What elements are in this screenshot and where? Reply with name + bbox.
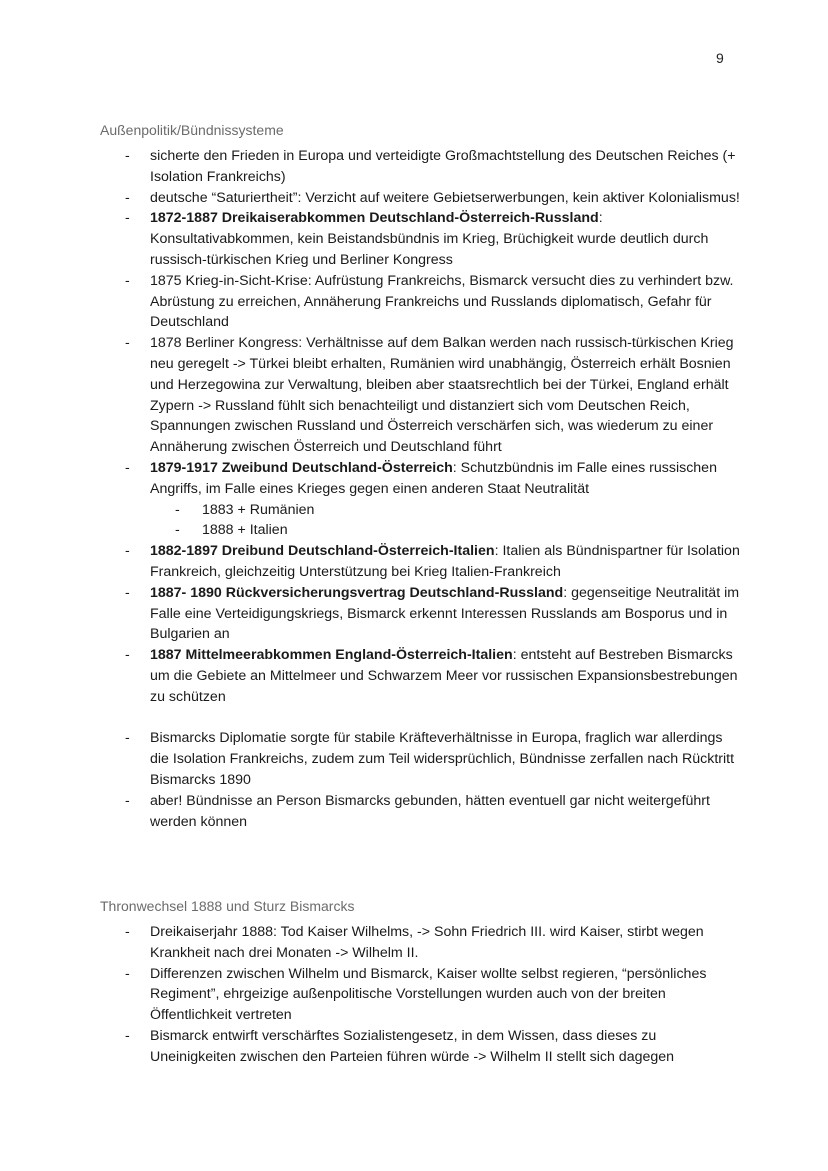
list-item: - 1887- 1890 Rückversicherungsvertrag Deutschland-Russland: gegenseitige Neutralität im Falle eine Verteidigungskriegs, Bismarck erkennt Interessen Russlands am Bosporus und in Bulgarien an [100,583,740,645]
list-item: - Bismarcks Diplomatie sorgte für stabile Kräfteverhältnisse in Europa, fraglich war allerdings die Isolation Frankreichs, zudem zum Teil widersprüchlich, Bündnisse zerfallen nach Rücktritt Bismarcks 1890 [100,728,740,790]
bold-term: 1879-1917 Zweibund Deutschland-Österreich [150,459,453,476]
bullet-list [100,728,740,832]
list-item: - Differenzen zwischen Wilhelm und Bismarck, Kaiser wollte selbst regieren, “persönliches Regiment”, ehrgeizige außenpolitische Vorstellungen wurden auch von der breiten Öffentlichkeit vertreten [100,964,740,1026]
list-item: - 1875 Krieg-in-Sicht-Krise: Aufrüstung Frankreichs, Bismarck versucht dies zu verhindert bzw. Abrüstung zu erreichen, Annäherung Frankreichs und Russlands diplomatisch, Gefahr für Deutschland [100,271,740,333]
list-item: - 1887 Mittelmeerabkommen England-Österreich-Italien: entsteht auf Bestreben Bismarcks um die Gebiete an Mittelmeer und Schwarzem Meer vor russischen Expansionsbestrebungen zu schützen [100,645,740,707]
bold-term: 1882-1897 Dreibund Deutschland-Österreich-Italien [150,543,495,560]
list-item: - 1882-1897 Dreibund Deutschland-Österreich-Italien: Italien als Bündnispartner für Isolation Frankreich, gleichzeitig Unterstützung bei Krieg Italien-Frankreich [100,541,740,583]
section-thronwechsel [100,896,740,1068]
bullet-list [100,146,740,708]
list-item: - Bismarck entwirft verschärftes Sozialistengesetz, in dem Wissen, dass dieses zu Uneinigkeiten zwischen den Parteien führen würde -> Wilhelm II stellt sich dagegen [100,1026,740,1068]
sub-list-item: - 1888 + Italien [150,520,740,541]
list-item: - 1878 Berliner Kongress: Verhältnisse auf dem Balkan werden nach russisch-türkischen Krieg neu geregelt -> Türkei bleibt erhalten, Rumänien wird unabhängig, Österreich erhält Bosnien und Herzegowina zur Verwaltung, bleiben aber staatsrechtlich bei der Türkei, England erhält Zypern -> Russland fühlt sich benachteiligt und distanziert sich vom Deutschen Reich, Spannungen zwischen Russland und Österreich verschärfen sich, was wiederum zu einer Annäherung zwischen Österreich und Deutschland führt [100,333,740,458]
bold-term: 1887 Mittelmeerabkommen England-Österreich-Italien [150,647,513,664]
section-heading: Thronwechsel 1888 und Sturz Bismarcks [100,898,355,914]
list-item: - aber! Bündnisse an Person Bismarcks gebunden, hätten eventuell gar nicht weitergeführt werden können [100,791,740,833]
bullet-list [100,922,740,1068]
sub-list [150,500,740,542]
list-item: - Dreikaiserjahr 1888: Tod Kaiser Wilhelms, -> Sohn Friedrich III. wird Kaiser, stirbt wegen Krankheit nach drei Monaten -> Wilhelm II. [100,922,740,964]
bold-term: 1872-1887 Dreikaiserabkommen Deutschland-Österreich-Russland [150,210,599,227]
list-item: - deutsche “Saturiertheit”: Verzicht auf weitere Gebietserwerbungen, kein aktiver Kolonialismus! [100,188,740,209]
section-aussenpolitik [100,120,740,832]
list-item: - 1879-1917 Zweibund Deutschland-Österreich: Schutzbündnis im Falle eines russischen Angriffs, im Falle eines Krieges gegen einen anderen Staat Neutralität - 1883 + Rumänien - 1888 + Italien [100,458,740,541]
page-number: 9 [716,50,724,66]
list-item: - 1872-1887 Dreikaiserabkommen Deutschland-Österreich-Russland: Konsultativabkommen, kein Beistandsbündnis im Krieg, Brüchigkeit wurde deutlich durch russisch-türkischen Krieg und Berliner Kongress [100,208,740,270]
spacer [100,708,740,729]
list-item: - sicherte den Frieden in Europa und verteidigte Großmachtstellung des Deutschen Reiches (+ Isolation Frankreichs) [100,146,740,188]
sub-list-item: - 1883 + Rumänien [150,500,740,521]
section-heading: Außenpolitik/Bündnissysteme [100,122,284,138]
bold-term: 1887- 1890 Rückversicherungsvertrag Deutschland-Russland [150,584,564,601]
